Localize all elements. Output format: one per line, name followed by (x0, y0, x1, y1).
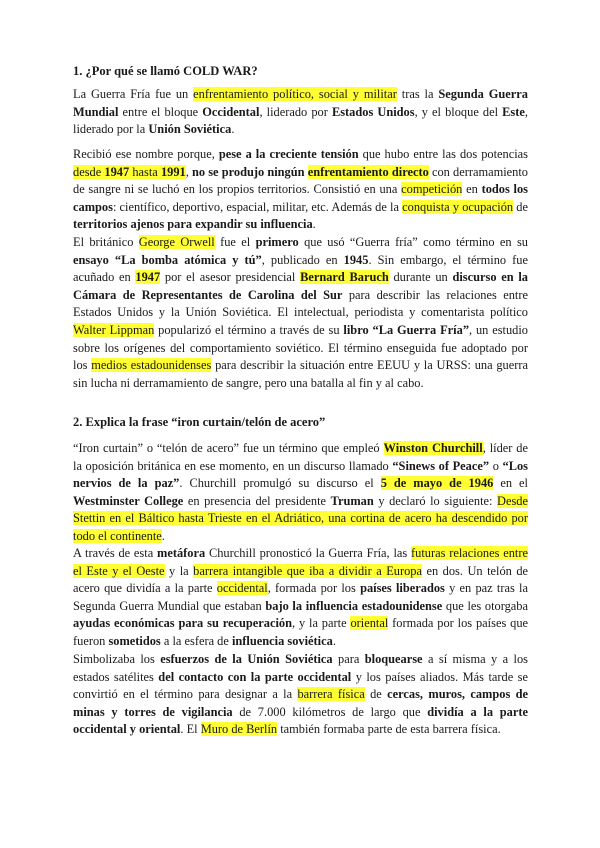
bold-text: todos los campos (73, 182, 528, 214)
text-run: , líder de la oposición británica en ese momento, en un discurso llamado (73, 441, 528, 473)
bold-text: libro “La Guerra Fría” (343, 322, 470, 337)
bold-text: bajo la influencia estadounidense (265, 598, 443, 613)
section-2-heading: 2. Explica la frase “iron curtain/telón de acero” (73, 415, 326, 429)
highlighted-text: Bernard Baruch (300, 270, 389, 285)
text-run: fue el (214, 235, 256, 249)
text-run: de (513, 199, 528, 214)
text-run: en el (493, 476, 528, 491)
bold-text: Estados Unidos (331, 104, 415, 119)
text-run: Churchill pronosticó la Guerra Fría, las (205, 546, 412, 560)
bold-text: primero (255, 235, 299, 249)
text-run: para describir la situación entre EEUU y la URSS: una guerra sin lucha ni derramamiento de sangre, pero una batalla al fin y al cabo. (73, 358, 529, 390)
text-run: “Iron curtain” o “telón de acero” fue un término que empleó (73, 441, 384, 455)
text-run: que les otorgaba (442, 598, 529, 613)
highlighted-text: 5 de mayo de 1946 (380, 476, 494, 491)
bold-text: discurso en la Cámara de Representantes de Carolina del Sur (73, 270, 528, 302)
text-run: . (231, 122, 235, 137)
text-run: A través de esta (73, 546, 157, 560)
text-run: La Guerra Fría fue un (73, 87, 194, 101)
bold-text: Este (502, 104, 525, 119)
section-1-heading: 1. ¿Por qué se llamó COLD WAR? (73, 64, 258, 78)
text-run: para describir las relaciones entre Estados Unidos y la Unión Soviética. El intelectual, periodista y comentarista político (73, 287, 528, 320)
text-run: : científico, deportivo, espacial, militar, etc. Además de la (112, 199, 403, 214)
highlighted-text: 1991 (160, 164, 186, 179)
bold-text: “Sinews of Peace” (392, 458, 490, 473)
bold-text: Westminster College (73, 493, 184, 508)
text-run: , y la parte (291, 616, 351, 631)
highlighted-text: conquista y ocupación (402, 199, 514, 214)
highlighted-text: hasta (129, 164, 161, 179)
section-2-paragraph-3 (73, 651, 528, 739)
text-run: Recibió ese nombre porque, (73, 147, 219, 161)
text-run: . (312, 217, 316, 232)
section-1-paragraph-3 (73, 234, 528, 392)
bold-text: “Los nervios de la paz” (73, 458, 528, 491)
text-run: también formaba parte de esta barrera física. (277, 722, 501, 737)
bold-text: Unión Soviética (148, 122, 232, 137)
text-run: formada por los países que fueron (73, 616, 529, 648)
text-run: a la esfera de (160, 633, 232, 648)
text-run: Simbolizaba los (73, 652, 161, 666)
text-run: . El (180, 722, 201, 737)
text-run: , y el bloque del (414, 104, 503, 119)
text-run: en presencia del presidente (183, 493, 331, 508)
text-run: y los países aliados. Más tarde se convirtió en el término para designar a la (73, 669, 528, 702)
highlighted-text: enfrentamiento político, social y militar (193, 87, 397, 101)
text-run: . Churchill promulgó su discurso el (179, 476, 381, 491)
text-run: de 7.000 kilómetros de largo que (232, 704, 428, 719)
text-run: . (161, 528, 165, 543)
highlighted-text: occidental (216, 581, 268, 596)
text-run: , liderado por (259, 104, 332, 119)
text-run: con derramamiento de sangre ni se luchó en los propios territorios. Consistió en una (73, 164, 529, 197)
text-run: en (462, 182, 482, 197)
bold-text: Segunda Guerra Mundial (73, 87, 528, 119)
bold-text: pese a la creciente tensión (218, 147, 359, 161)
highlighted-text: futuras relaciones entre el Este y el Oeste (73, 546, 528, 578)
text-run: que usó “Guerra fría” como término en su (298, 235, 528, 249)
bold-text: metáfora (157, 546, 206, 560)
highlighted-text: Winston Churchill (383, 441, 483, 455)
bold-text: cercas, muros, campos de minas y torres de vigilancia (73, 687, 529, 719)
section-2-paragraph-1 (73, 440, 528, 546)
text-run: en dos. Un telón de acero que dividía a la parte (73, 563, 529, 596)
bold-text: del contacto con la parte occidental (158, 669, 352, 684)
highlighted-text: barrera física (297, 687, 365, 702)
text-run: y declaró lo siguiente: (373, 493, 498, 508)
highlighted-text: 1947 (104, 164, 130, 179)
highlighted-text: oriental (350, 616, 389, 631)
highlighted-text: Desde Stettin en el Báltico hasta Trieste en el Adriático, una cortina de acero ha descendido por todo el continente (73, 493, 528, 543)
text-run: . Sin embargo, el término fue acuñado en (73, 252, 528, 285)
bold-text: Occidental (202, 104, 260, 119)
text-run: , publicado en (261, 252, 344, 267)
text-run: entre el bloque (118, 104, 203, 119)
bold-text: influencia soviética (231, 633, 333, 648)
text-run: . (332, 633, 336, 648)
text-run: , formada por los (267, 581, 361, 596)
bold-text: ayudas económicas para su recuperación (73, 616, 292, 631)
text-run: o (489, 458, 503, 473)
bold-text: esfuerzos de la Unión Soviética (160, 652, 333, 666)
text-run: popularizó el término a través de su (154, 322, 344, 337)
text-run: por el asesor presidencial (160, 270, 301, 285)
text-run: para (332, 652, 365, 666)
text-run: a sí misma y a los estados satélites (73, 652, 528, 684)
bold-text: no se produjo ningún (191, 164, 305, 179)
highlighted-text: 1947 (135, 270, 161, 285)
text-run: tras la (396, 87, 439, 101)
text-run: , (185, 164, 192, 179)
text-run: y en paz tras la Segunda Guerra Mundial que estaban (73, 581, 528, 613)
highlighted-text: Walter Lippman (73, 322, 155, 337)
bold-text: sometidos (108, 633, 161, 648)
text-run: de (364, 687, 388, 702)
text-run: El británico (73, 235, 139, 249)
bold-text: países liberados (360, 581, 445, 596)
highlighted-text: Muro de Berlín (200, 722, 278, 737)
bold-text: 1945 (343, 252, 369, 267)
highlighted-text: competición (401, 182, 463, 197)
text-run: y la (164, 563, 194, 578)
bold-text: territorios ajenos para expandir su influencia (73, 217, 313, 232)
bold-text: ensayo “La bomba atómica y tú” (73, 252, 262, 267)
bold-text: Truman (330, 493, 374, 508)
text-run: que hubo entre las dos potencias (358, 147, 528, 161)
bold-text: dividía a la parte occidental y oriental (73, 704, 528, 737)
highlighted-text: George Orwell (138, 235, 215, 249)
text-run: , un estudio sobre los orígenes del comportamiento soviético. El término enseguida fue adoptado por los (73, 322, 529, 373)
text-run: durante un (388, 270, 453, 285)
highlighted-text: barrera intangible que iba a dividir a Europa (193, 563, 422, 578)
highlighted-text: desde (73, 164, 105, 179)
section-2-paragraph-2 (73, 545, 528, 651)
section-1-paragraph-1 (73, 86, 528, 139)
bold-text: bloquearse (364, 652, 423, 666)
highlighted-text: enfrentamiento directo (307, 164, 429, 179)
text-run: , liderado por la (73, 104, 528, 137)
highlighted-text: medios estadounidenses (91, 358, 212, 373)
section-1-paragraph-2 (73, 146, 528, 234)
